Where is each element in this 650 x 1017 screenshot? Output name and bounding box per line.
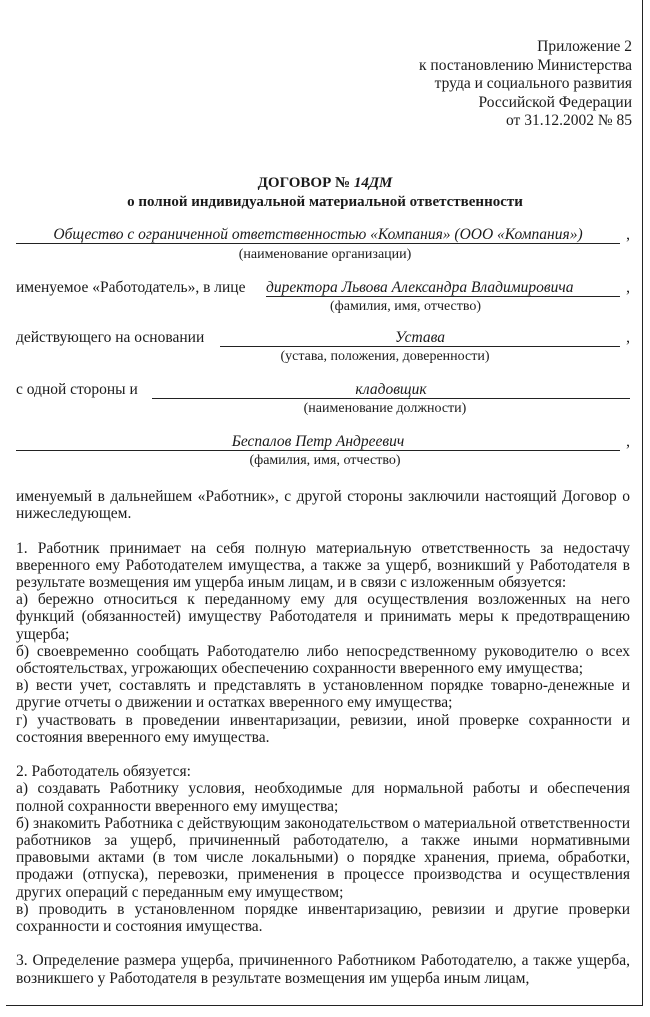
organization-caption: (наименование организации) <box>238 247 412 262</box>
document-title <box>0 175 650 192</box>
basis-label: действующего на основании <box>16 329 205 346</box>
employer-caption: (фамилия, имя, отчество) <box>330 299 482 314</box>
position-value: кладовщик <box>152 382 630 399</box>
section2-item: в) проводить в установленном порядке инвентаризацию, ревизии и другие проверки сохранности и состояния имущества. <box>16 900 630 936</box>
section2-heading: 2. Работодатель обязуется: <box>16 763 191 781</box>
comma: , <box>626 226 630 243</box>
position-label: с одной стороны и <box>16 381 138 398</box>
comma: , <box>626 433 630 450</box>
document-subtitle: о полной индивидуальной материальной ответственности <box>127 194 523 210</box>
appendix-block <box>419 38 632 131</box>
title-prefix: ДОГОВОР № <box>257 175 354 191</box>
appendix-line: Приложение 2 <box>537 38 632 55</box>
basis-value: Устава <box>220 330 620 347</box>
employer-label: именуемое «Работодатель», в лице <box>16 279 246 296</box>
section2-item: б) знакомить Работника с действующим законодательством о материальной ответственности работников за ущерб, причиненный работодателю, а также иными нормативными правовыми актами (в том числе локальными) о порядке хранения, приема, обработки, продажи (отпуска), перевозки, применения в процессе производства и осуществления других операций с переданным ему имуществом; <box>16 814 630 901</box>
intro-paragraph: именуемый в дальнейшем «Работник», с другой стороны заключили настоящий Договор о нижеследующем. <box>16 488 630 523</box>
employer-row <box>16 279 630 299</box>
position-row <box>16 381 630 401</box>
section1-item: в) вести учет, составлять и представлять в установленном порядке товарно-денежные и другие отчеты о движении и остатках вверенного ему имущества; <box>16 677 630 712</box>
section1-item: б) своевременно сообщать Работодателю либо непосредственному руководителю о всех обстоятельствах, угрожающих обеспечению сохранности вверенного ему имущества; <box>16 642 630 678</box>
section1-paragraph: 1. Работник принимает на себя полную материальную ответственность за недостачу вверенного ему Работодателем имущества, а также за ущерб, возникший у Работодателя в результате возмещения им ущерба иным лицам, и в связи с изложенным обязуется: <box>16 539 630 591</box>
section1-item: а) бережно относиться к переданному ему для осуществления возложенных на него функций (обязанностей) имуществу Работодателя и принимать меры к предотвращению ущерба; <box>16 591 630 643</box>
comma: , <box>626 279 630 296</box>
employee-caption: (фамилия, имя, отчество) <box>249 453 401 468</box>
section1-item: г) участвовать в проведении инвентаризации, ревизии, иной проверке сохранности и состояния вверенного ему имущества. <box>16 711 630 746</box>
employee-value: Беспалов Петр Андреевич <box>16 434 620 451</box>
organization-value: Общество с ограниченной ответственностью «Компания» (ООО «Компания») <box>16 227 620 244</box>
appendix-line: Российской Федерации <box>478 93 632 111</box>
organization-row <box>16 226 630 246</box>
basis-row <box>16 329 630 349</box>
appendix-line: труда и социального развития <box>434 75 632 92</box>
section2-item: а) создавать Работнику условия, необходимые для нормальной работы и обеспечения полной сохранности вверенного ему имущества; <box>16 780 630 815</box>
employer-value: директора Львова Александра Владимировича <box>266 280 620 297</box>
basis-caption: (устава, положения, доверенности) <box>280 349 490 364</box>
position-caption: (наименование должности) <box>303 401 467 416</box>
contract-number: 14ДМ <box>353 175 393 191</box>
contract-body <box>16 488 630 987</box>
appendix-line: к постановлению Министерства <box>419 56 632 74</box>
appendix-line: от 31.12.2002 № 85 <box>506 112 632 129</box>
comma: , <box>626 329 630 346</box>
employee-row <box>16 433 630 453</box>
section3-paragraph: 3. Определение размера ущерба, причиненного Работником Работодателю, а также ущерба, возникшего у Работодателя в результате возмещения им ущерба иным лицам, <box>16 952 630 987</box>
